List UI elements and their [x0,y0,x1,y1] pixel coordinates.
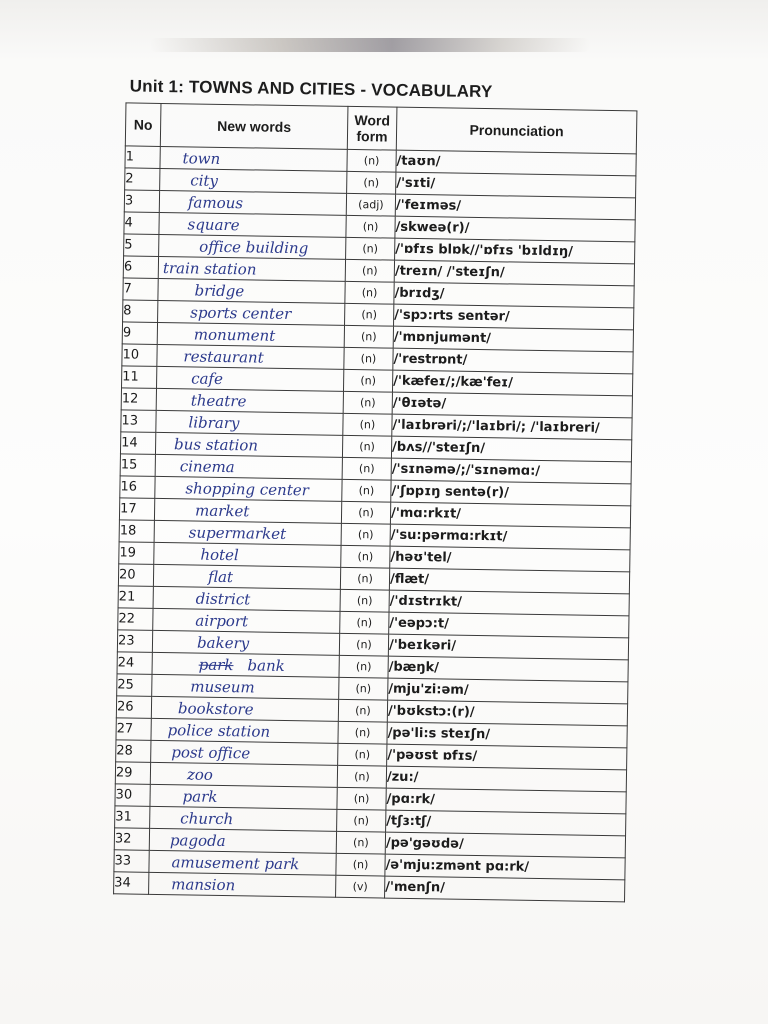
row-number: 8 [123,300,158,323]
pronunciation: /'ɒfɪs blɒk//'ɒfɪs 'bɪldɪŋ/ [395,238,635,264]
handwritten-word [156,388,343,413]
row-number: 16 [120,476,155,499]
handwritten-word [154,520,341,545]
row-number: 32 [114,828,149,851]
word-text: square [187,214,240,234]
word-form: (n) [336,831,385,854]
word-form: (n) [343,369,392,392]
word-form: (n) [346,237,395,260]
handwritten-word [157,366,344,391]
word-form: (n) [345,303,394,326]
row-number: 21 [118,586,153,609]
handwritten-word [150,784,337,809]
row-number: 25 [117,674,152,697]
word-text: church [180,808,234,828]
row-number: 29 [115,762,150,785]
handwritten-word [160,146,347,171]
row-number: 28 [116,740,151,763]
handwritten-word [158,300,345,325]
pronunciation: /bʌs//'steɪʃn/ [391,436,631,462]
word-text: library [188,412,240,432]
word-text: train station [162,258,257,278]
pronunciation: /'ʃɒpɪŋ sentə(r)/ [391,480,631,506]
row-number: 2 [125,168,160,191]
row-number: 24 [117,652,152,675]
pronunciation: /pə'gəʊdə/ [385,832,625,858]
page-title: Unit 1: TOWNS AND CITIES - VOCABULARY [129,76,493,102]
pronunciation: /'su:pərmɑ:rkɪt/ [390,524,630,550]
handwritten-word [151,718,338,743]
word-form: (n) [338,721,387,744]
word-text: restaurant [183,346,264,367]
header-pronunciation: Pronunciation [396,107,637,154]
row-number: 30 [115,784,150,807]
word-form: (n) [345,281,394,304]
word-form: (n) [338,699,387,722]
word-text: post office [171,742,251,762]
word-text: police station [167,720,271,741]
word-text: bus station [173,434,259,455]
word-form: (n) [345,259,394,282]
handwritten-word [159,190,346,215]
word-text: cinema [179,456,235,476]
handwritten-word [153,564,340,589]
row-number: 13 [121,410,156,433]
word-form: (n) [341,501,390,524]
word-text: museum [190,676,255,697]
handwritten-word [152,674,339,699]
header-no: No [125,103,161,147]
word-form: (n) [340,611,389,634]
pronunciation: /pɑ:rk/ [386,788,626,814]
pronunciation: /'sɪnəmə/;/'sɪnəmɑ:/ [391,458,631,484]
word-form: (n) [340,567,389,590]
header-new-words: New words [160,103,348,149]
header-word-form [347,106,397,150]
word-form: (n) [341,523,390,546]
pronunciation: /bæŋk/ [388,656,628,682]
row-number: 18 [119,520,154,543]
pronunciation: /'θɪətə/ [392,392,632,418]
row-number: 10 [122,344,157,367]
struck-word: park [198,655,234,674]
row-number: 11 [122,366,157,389]
word-form: (n) [340,589,389,612]
pronunciation: /tʃɜ:tʃ/ [386,810,626,836]
handwritten-word [158,256,345,281]
word-form: (n) [341,545,390,568]
pronunciation: /'dɪstrɪkt/ [389,590,629,616]
row-number: 5 [124,234,159,257]
word-form: (n) [337,809,386,832]
word-form: (n) [342,479,391,502]
row-number: 15 [120,454,155,477]
word-form: (n) [347,171,396,194]
row-number: 6 [123,256,158,279]
word-text: town [182,148,221,168]
word-form: (n) [339,655,388,678]
word-text: hotel [200,545,239,564]
word-text: cafe [191,368,224,388]
row-number: 20 [118,564,153,587]
row-number: 9 [122,322,157,345]
handwritten-word [156,410,343,435]
pronunciation: /həʊ'tel/ [390,546,630,572]
header-word-form-line2: form [356,128,388,145]
word-text: park [182,786,218,806]
pronunciation: /'spɔ:rts sentər/ [394,304,634,330]
pronunciation: /pə'li:s steɪʃn/ [387,722,627,748]
row-number: 7 [123,278,158,301]
handwritten-word [154,498,341,523]
pronunciation: /brɪdʒ/ [394,282,634,308]
word-form: (v) [336,875,385,898]
row-number: 14 [120,432,155,455]
word-text: district [195,589,251,608]
handwritten-word [159,234,346,259]
word-text: city [190,170,219,190]
row-number: 1 [125,146,160,169]
word-text: zoo [186,764,214,784]
word-form: (n) [337,765,386,788]
handwritten-word [152,630,339,655]
word-form: (n) [337,787,386,810]
handwritten-word [157,344,344,369]
row-number: 4 [124,212,159,235]
word-text: theatre [190,390,247,410]
handwritten-word [157,322,344,347]
word-form: (n) [343,391,392,414]
row-number: 33 [114,850,149,873]
pronunciation: /'beɪkəri/ [388,634,628,660]
word-form: (n) [346,215,395,238]
row-number: 17 [119,498,154,521]
word-form: (n) [347,149,396,172]
vocabulary-sheet [87,70,645,908]
pronunciation: /'bʊkstɔ:(r)/ [387,700,627,726]
pronunciation: /'laɪbrəri/;/'laɪbri/; /'laɪbreri/ [392,414,632,440]
row-number: 19 [119,542,154,565]
paper-edge-shadow [150,38,590,52]
vocabulary-table [113,102,637,902]
word-form: (n) [339,677,388,700]
pronunciation: /'mɒnjumənt/ [393,326,633,352]
row-number: 34 [114,872,149,895]
pronunciation: /'eəpɔ:t/ [389,612,629,638]
handwritten-word [153,608,340,633]
word-text: amusement park [171,852,300,873]
table-body [114,146,637,902]
word-text: flat [207,567,234,586]
row-number: 26 [116,696,151,719]
handwritten-word [155,454,342,479]
handwritten-word [155,476,342,501]
row-number: 12 [121,388,156,411]
handwritten-word [155,432,342,457]
word-form: (n) [342,457,391,480]
handwritten-word [153,586,340,611]
row-number: 27 [116,718,151,741]
handwritten-word [158,278,345,303]
pronunciation: /'kæfeɪ/;/kæ'feɪ/ [392,370,632,396]
handwritten-word [151,696,338,721]
word-form: (adj) [346,193,395,216]
word-text: office building [199,237,309,257]
pronunciation: /'feɪməs/ [395,194,635,220]
pronunciation: /'mɑ:rkɪt/ [390,502,630,528]
word-form: (n) [344,325,393,348]
word-text: mansion [171,874,236,894]
handwritten-word [154,542,341,567]
word-text: airport [195,611,249,630]
pronunciation: /treɪn/ /'steɪʃn/ [394,260,634,286]
header-word-form-line1: Word [354,112,391,129]
handwritten-word [149,872,336,897]
pronunciation: /zu:/ [386,766,626,792]
word-form: (n) [336,853,385,876]
word-text: pagoda [169,830,226,850]
word-form: (n) [343,413,392,436]
word-form: (n) [342,435,391,458]
handwritten-word [149,850,336,875]
word-text: sports center [190,302,292,323]
handwritten-word [151,740,338,765]
word-form: (n) [344,347,393,370]
word-form: (n) [339,633,388,656]
word-text: bookstore [177,698,254,718]
word-text: supermarket [188,522,287,543]
handwritten-word [149,828,336,853]
pronunciation: /skweə(r)/ [395,216,635,242]
handwritten-word [152,652,339,677]
pronunciation: /ə'mju:zmənt pɑ:rk/ [385,854,625,880]
pronunciation: /mju'zi:əm/ [388,678,628,704]
handwritten-word [159,212,346,237]
word-text: monument [193,325,276,345]
row-number: 31 [115,806,150,829]
pronunciation: /'sɪti/ [396,172,636,198]
word-text: bank [247,655,285,675]
handwritten-word [160,168,347,193]
pronunciation: /flæt/ [389,568,629,594]
pronunciation: /'restrɒnt/ [393,348,633,374]
word-text: market [194,501,250,520]
row-number: 23 [117,630,152,653]
handwritten-word [150,806,337,831]
row-number: 22 [118,608,153,631]
word-text: bridge [194,281,245,300]
word-form: (n) [338,743,387,766]
handwritten-word [150,762,337,787]
word-text: famous [187,192,244,212]
word-text: bakery [196,633,250,652]
word-text: shopping center [185,478,310,499]
pronunciation: /taʊn/ [396,150,636,176]
pronunciation: /'pəʊst ɒfɪs/ [387,744,627,770]
pronunciation: /'menʃn/ [385,876,625,902]
row-number: 3 [124,190,159,213]
